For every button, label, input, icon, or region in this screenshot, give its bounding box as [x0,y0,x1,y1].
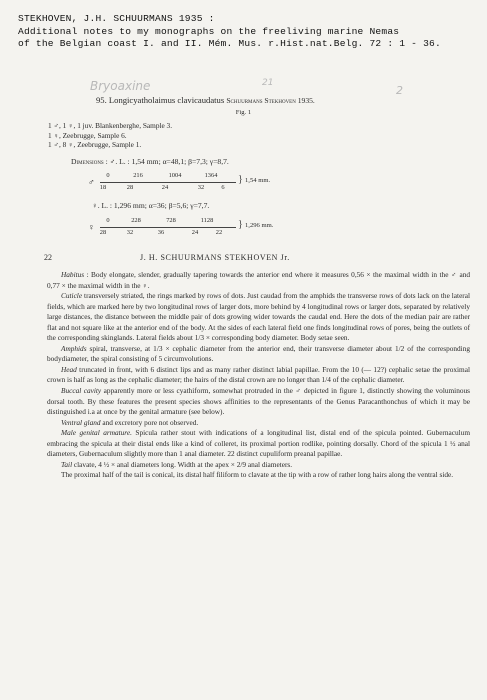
formula-top-value: 0 [106,172,110,179]
formula-result: 1,296 mm. [245,222,274,229]
brace-symbol: } [238,174,243,185]
body-text [47,270,470,481]
material-item: 1 ♂, 8 ♀, Zeebrugge, Sample 1. [48,140,142,150]
dimensions-female [92,201,209,210]
formula-top-value: 216 [133,172,143,179]
formula-top-value: 228 [131,217,141,224]
formula-bottom-value: 36 [157,229,165,236]
running-title: J. H. SCHUURMANS STEKHOVEN Jr. [140,253,290,262]
formula-bottom-value: 28 [99,229,107,236]
paragraph-lead: Habitus [61,270,85,279]
formula-result: 1,54 mm. [245,177,271,184]
species-authority: Schuurmans Stekhoven 1935. [226,96,315,105]
citation-line-1: STEKHOVEN, J.H. SCHUURMANS 1935 : [18,13,215,24]
dimensions-male [71,157,229,166]
paragraph-buccal-cavity [47,386,470,418]
paragraph-text: clavate, 4 ½ × anal diameters long. Width at the apex × 2/9 anal diameters. [72,459,293,469]
paragraph-text: : Body elongate, slender, gradually tapering towards the anterior end where it measures 0,56 × the maximal width in the ♂ and 0,77 × the maximal width in the ♀. [47,270,470,290]
paragraph-habitus [47,270,470,291]
formula-bottom-value: 32 [126,229,134,236]
female-symbol: ♀ [88,222,95,232]
formula-top-value: 1128 [200,217,214,224]
paragraph-lead: Head [61,364,77,374]
paragraph-text: truncated in front, with 6 distinct lips and as many rather distinct labial papillae. From the 10 (— 12?) cephalic setae the proximal crown is half as long as the cephalic diameter; the hairs of the distal crown are no longer than 1/4 of the cephalic diameter. [47,364,470,385]
fraction-bar [100,227,236,228]
formula-bottom-value: 6 [221,184,225,191]
formula-top-value: 1364 [204,172,218,179]
paragraph-cuticle [47,291,470,344]
formula-top-value: 1004 [168,172,182,179]
paragraph-male-genital [47,428,470,460]
paragraph-text: The proximal half of the tail is conical, its distal half filiform to clavate at the tip with a row of rather long hairs along the ventral side. [61,470,454,480]
pencil-mark-2: 2 [396,84,403,97]
paragraph-lead: Cuticle [61,291,83,301]
fraction-bar [100,182,236,183]
formula-bottom-value: 22 [215,229,223,236]
pencil-mark-1: 21 [262,78,274,88]
paragraph-lead: Amphids [61,343,87,353]
paragraph-lead: Male genital armature. [61,428,132,438]
formula-bottom-value: 32 [197,184,205,191]
citation-line-2: Additional notes to my monographs on the freeliving marine Nemas [18,26,400,37]
formula-male [88,172,308,196]
formula-bottom-value: 24 [191,229,199,236]
paragraph-text: spiral, transverse, at 1/3 × cephalic diameter from the anterior end, their transverse diameter about 1/2 of the corresponding bodydiameter, the spiral consisting of 5 circumvolutions. [47,343,470,364]
formula-top-value: 728 [166,217,176,224]
paragraph-tail [47,460,470,471]
species-number: 95. [96,95,107,105]
paragraph-lead: Ventral gland [61,417,101,427]
dimensions-male-text: : ♂. L. : 1,54 mm; α=48,1; β=7,3; γ=8,7. [105,157,229,166]
figure-label: Fig. 1 [235,109,252,116]
formula-female [88,217,308,241]
material-item: 1 ♀, Zeebrugge, Sample 6. [48,130,127,140]
paragraph-amphids [47,344,470,365]
paragraph-ventral-gland [47,418,470,429]
brace-symbol: } [238,219,243,230]
formula-bottom-value: 24 [161,184,169,191]
dimensions-female-text: ♀. L. : 1,296 mm; α=36; β=5,6; γ=7,7. [92,201,210,210]
species-name: Longicyatholaimus clavicaudatus [108,95,225,105]
citation-line-3: of the Belgian coast I. and II. Mém. Mus. r.Hist.nat.Belg. 72 : 1 - 36. [18,38,441,49]
paragraph-text: and excretory pore not observed. [100,417,199,427]
paragraph-lead: Tail [61,459,73,469]
formula-bottom-value: 18 [99,184,107,191]
pencil-note: Bryoaxine [90,79,151,93]
material-item: 1 ♂, 1 ♀, 1 juv. Blankenberghe, Sample 3. [48,121,173,130]
paragraph-head [47,365,470,386]
paragraph-text: apparently more or less cyathiform, somewhat protruded in the ♂ depicted in figure 1, distinctly showing the voluminous dorsal tooth. By these features the present species shows affinities to the representants of the Genus Paracanthonchus of which it may be distinguished i.a at once by the genital armature (see below). [47,386,470,417]
page-number: 22 [44,253,52,262]
paragraph-text: transversely striated, the rings marked by rows of dots. Just caudad from the amphids the transverse rows of dots lack on the lateral fields, which are marked here by two longitudinal rows of larger dots, more behind by 4 longitudinal rows or larger dots, separated by relatively large distances, the distance between the middle pair of dots growing wider towards the caudal end. Here the dots of the median pair are rather flat and not square like at the anterior end of the body. At the sides of each lateral field one finds longitudinal rows of pores, being the outlets of the corresponding skinglands. Lateral fields about 1/3 × corresponding body diameter. Body setae seen. [47,291,470,343]
paragraph-text: Spicula rather stout with indications of a longitudinal list, distal end of the spicula pointed. Gubernaculum embracing the spicula at their distal ends like a kind of colleret, its proximal portion rodlike, pointing dorsally. Chord of the spicula 1 ½ anal diameters, Gubernaculum slightly more than 1 anal diameter. 22 distinct cupuliform preanal papillae. [47,428,470,459]
male-symbol: ♂ [88,177,95,187]
paragraph-lead: Buccal cavity [61,386,102,396]
species-title [96,95,315,105]
paragraph-tail-detail [47,470,470,481]
formula-top-value: 0 [106,217,110,224]
material-list [48,121,468,150]
formula-bottom-value: 28 [126,184,134,191]
dimensions-label: Dimensions [71,157,104,166]
